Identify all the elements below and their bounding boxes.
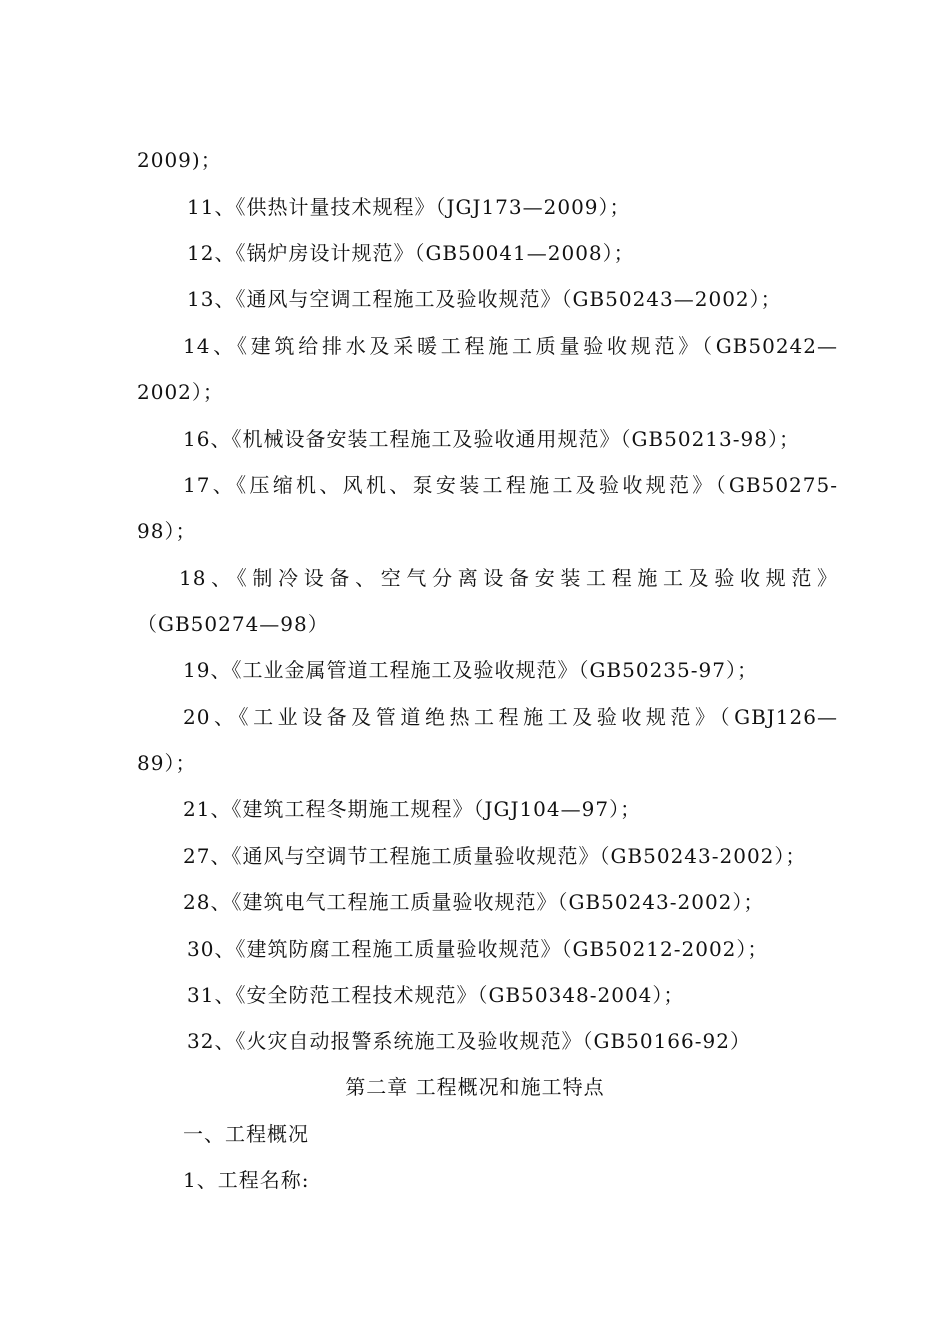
text-line: 21、《建筑工程冬期施工规程》（JGJ104—97）； bbox=[183, 797, 642, 821]
text-line: 18、《制冷设备、空气分离设备安装工程施工及验收规范》 bbox=[179, 566, 838, 590]
text-line: 17、《压缩机、风机、泵安装工程施工及验收规范》（GB50275- bbox=[183, 473, 838, 497]
text-line: 11、《供热计量技术规程》（JGJ173—2009）； bbox=[187, 195, 631, 219]
text-line: 31、《安全防范工程技术规范》（GB50348-2004）； bbox=[187, 983, 685, 1007]
chapter-title: 第二章 工程概况和施工特点 bbox=[345, 1075, 605, 1099]
text-line: （GB50274—98） bbox=[137, 612, 329, 636]
text-line: 32、《火灾自动报警系统施工及验收规范》（GB50166-92） bbox=[187, 1029, 751, 1053]
text-line: 98）； bbox=[137, 519, 197, 543]
text-line: 20、《工业设备及管道绝热工程施工及验收规范》（GBJ126— bbox=[183, 705, 838, 729]
text-line: 89）； bbox=[137, 751, 197, 775]
text-line: 14、《建筑给排水及采暖工程施工质量验收规范》（GB50242— bbox=[183, 334, 838, 358]
text-line: 30、《建筑防腐工程施工质量验收规范》（GB50212-2002）； bbox=[187, 937, 769, 961]
text-line: 28、《建筑电气工程施工质量验收规范》（GB50243-2002）； bbox=[183, 890, 765, 914]
text-line: 19、《工业金属管道工程施工及验收规范》（GB50235-97）； bbox=[183, 658, 758, 682]
section-heading: 一、工程概况 bbox=[183, 1122, 309, 1146]
text-line: 12、《锅炉房设计规范》（GB50041—2008）； bbox=[187, 241, 635, 265]
text-line: 16、《机械设备安装工程施工及验收通用规范》（GB50213-98）； bbox=[183, 427, 800, 451]
text-line: 13、《通风与空调工程施工及验收规范》（GB50243—2002）； bbox=[187, 287, 782, 311]
text-line: 27、《通风与空调节工程施工质量验收规范》（GB50243-2002）； bbox=[183, 844, 807, 868]
item-label: 1、工程名称: bbox=[183, 1168, 310, 1192]
text-line: 2002）； bbox=[137, 380, 224, 404]
text-line: 2009)； bbox=[137, 148, 222, 172]
